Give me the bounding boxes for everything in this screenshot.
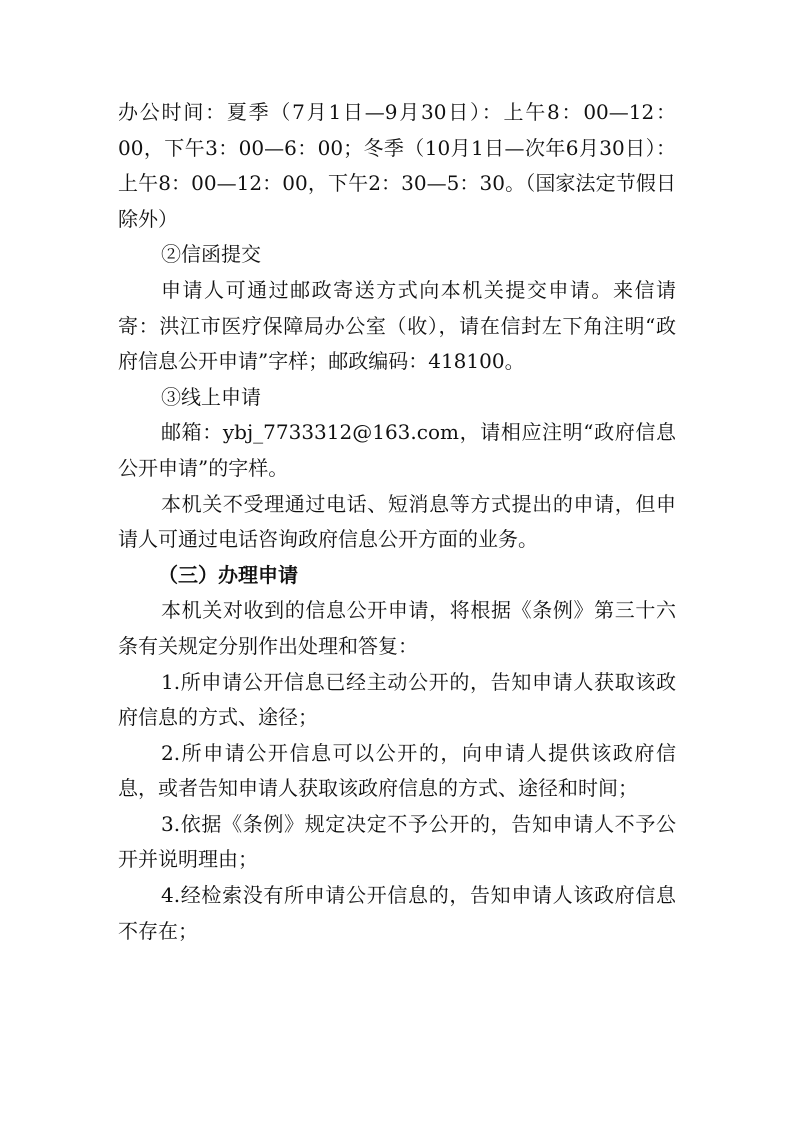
office-hours-paragraph: 办公时间：夏季（7月1日—9月30日）：上午8：00—12：00，下午3：00—6：00；冬季（10月1日—次年6月30日）：上午8：00—12：00，下午2：30—5：30。（国家法定节假日除外） [118, 100, 676, 231]
list-item-4: 4.经检索没有所申请公开信息的，告知申请人该政府信息不存在； [118, 883, 676, 943]
list-item-3: 3.依据《条例》规定决定不予公开的，告知申请人不予公开并说明理由； [118, 811, 676, 872]
letter-submission-title: ②信函提交 [161, 242, 261, 267]
list-item-2: 2.所申请公开信息可以公开的，向申请人提供该政府信息，或者告知申请人获取该政府信息的方式、途径和时间； [118, 740, 676, 801]
list-item-1: 1.所申请公开信息已经主动公开的，告知申请人获取该政府信息的方式、途径； [118, 669, 676, 730]
handling-intro-paragraph: 本机关对收到的信息公开申请，将根据《条例》第三十六条有关规定分别作出处理和答复： [118, 598, 676, 658]
section-heading-handling: （三）办理申请 [158, 562, 298, 587]
online-application-paragraph: 邮箱：ybj_7733312@163.com，请相应注明“政府信息公开申请”的字样。 [118, 420, 676, 480]
document-page [118, 95, 676, 949]
online-application-title: ③线上申请 [161, 384, 261, 409]
phone-not-accepted-paragraph: 本机关不受理通过电话、短消息等方式提出的申请，但申请人可通过电话咨询政府信息公开方面的业务。 [118, 491, 676, 552]
letter-submission-paragraph: 申请人可通过邮政寄送方式向本机关提交申请。来信请寄：洪江市医疗保障局办公室（收），请在信封左下角注明“政府信息公开申请”字样；邮政编码：418100。 [118, 277, 676, 374]
